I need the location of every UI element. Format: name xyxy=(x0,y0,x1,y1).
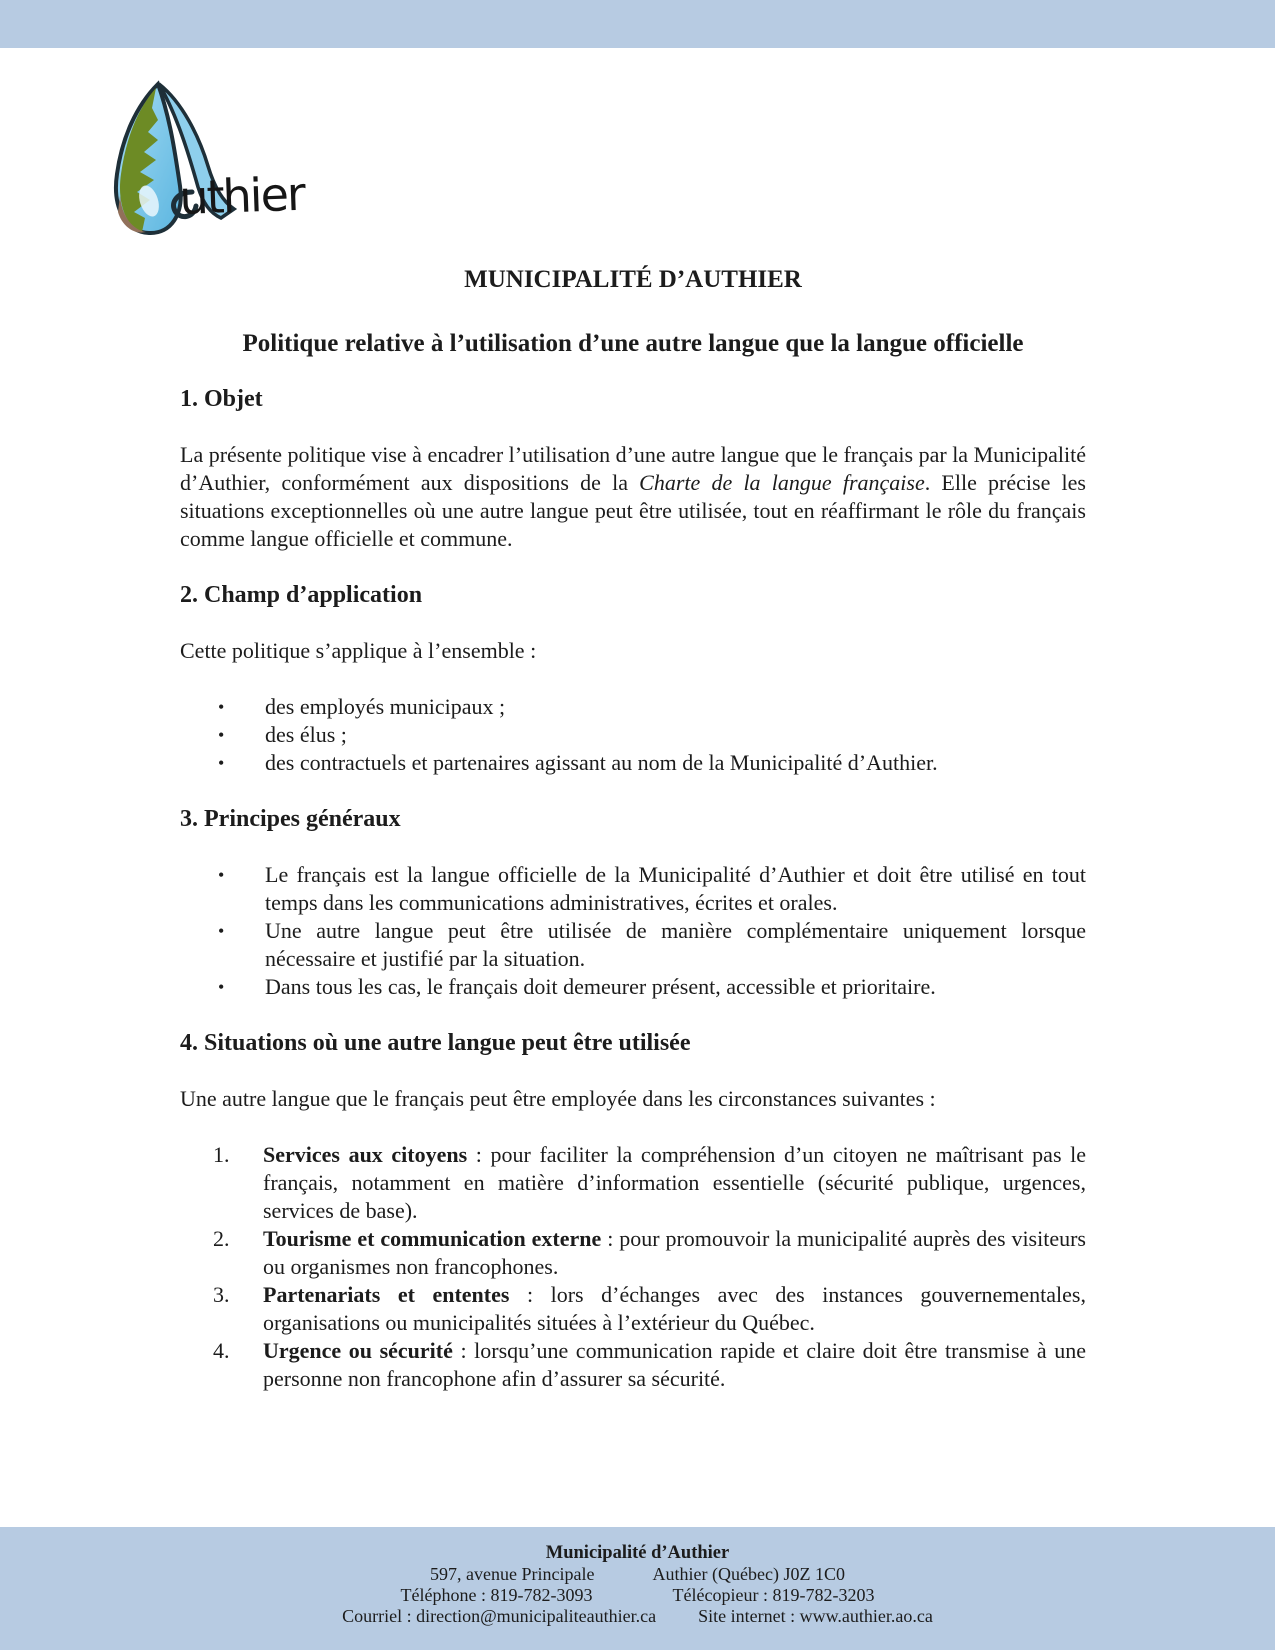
bullet-icon: • xyxy=(218,725,225,745)
top-border-band xyxy=(0,0,1275,48)
list-item-text: Dans tous les cas, le français doit demeurer présent, accessible et prioritaire. xyxy=(265,974,936,999)
municipality-logo xyxy=(92,80,342,250)
list-item xyxy=(180,693,1086,721)
list-item-label: Partenariats et ententes xyxy=(263,1282,510,1307)
list-number: 1. xyxy=(213,1142,230,1167)
footer-online-row xyxy=(0,1606,1275,1627)
list-item xyxy=(180,1337,1086,1393)
list-item-text: des employés municipaux ; xyxy=(265,694,506,719)
list-item-text: : lorsqu’une communication rapide et claire doit être transmise à une personne non francophone afin d’assurer sa sécurité. xyxy=(263,1338,1086,1391)
section-2-bullet-list xyxy=(180,693,1086,777)
bullet-icon: • xyxy=(218,753,225,773)
document-title: MUNICIPALITÉ D’AUTHIER xyxy=(464,266,802,293)
footer-city: Authier (Québec) J0Z 1C0 xyxy=(652,1564,845,1584)
leaf-drop-logo-icon xyxy=(92,80,342,250)
footer-phone-row xyxy=(0,1585,1275,1606)
list-number: 2. xyxy=(213,1226,230,1251)
list-item xyxy=(180,973,1086,1001)
section-2-intro: Cette politique s’applique à l’ensemble : xyxy=(180,638,537,663)
bullet-icon: • xyxy=(218,977,225,997)
list-item xyxy=(180,1141,1086,1225)
footer-org-name: Municipalité d’Authier xyxy=(545,1543,730,1563)
section-3-heading: 3. Principes généraux xyxy=(180,806,401,832)
footer-fax: Télécopieur : 819-782-3203 xyxy=(672,1585,875,1605)
bullet-icon: • xyxy=(218,697,225,717)
list-number: 3. xyxy=(213,1282,230,1307)
list-item xyxy=(180,917,1086,973)
section-4-heading: 4. Situations où une autre langue peut être utilisée xyxy=(180,1030,691,1056)
section-1-paragraph xyxy=(180,441,1086,553)
footer-address-row xyxy=(0,1564,1275,1585)
bullet-icon: • xyxy=(218,921,225,941)
section-1-heading: 1. Objet xyxy=(180,386,263,412)
list-item-text: des élus ; xyxy=(265,722,347,747)
footer-band xyxy=(0,1527,1275,1650)
list-item-label: Tourisme et communication externe xyxy=(263,1226,602,1251)
bullet-icon: • xyxy=(218,865,225,885)
footer-street: 597, avenue Principale xyxy=(430,1564,595,1584)
section-2-heading: 2. Champ d’application xyxy=(180,582,423,608)
section-3-bullet-list xyxy=(180,861,1086,1001)
list-item-text: Le français est la langue officielle de la Municipalité d’Authier et doit être utilisé en tout temps dans les communications administratives, écrites et orales. xyxy=(265,862,1086,915)
list-item xyxy=(180,721,1086,749)
footer-email: Courriel : direction@municipaliteauthier.ca xyxy=(342,1606,657,1626)
list-item-text: : pour promouvoir la municipalité auprès des visiteurs ou organismes non francophones. xyxy=(263,1226,1086,1279)
list-item-label: Services aux citoyens xyxy=(263,1142,468,1167)
list-item-text: : lors d’échanges avec des instances gouvernementales, organisations ou municipalités situées à l’extérieur du Québec. xyxy=(263,1282,1086,1335)
footer-website: Site internet : www.authier.ao.ca xyxy=(698,1606,933,1626)
footer-phone: Téléphone : 819-782-3093 xyxy=(400,1585,593,1605)
document-body xyxy=(180,266,1086,1421)
list-item xyxy=(180,1225,1086,1281)
section-4-intro: Une autre langue que le français peut être employée dans les circonstances suivantes : xyxy=(180,1086,936,1111)
document-subtitle: Politique relative à l’utilisation d’une autre langue que la langue officielle xyxy=(242,330,1024,357)
italic-citation: Charte de la langue française xyxy=(639,470,925,495)
list-item-text: : pour faciliter la compréhension d’un citoyen ne maîtrisant pas le français, notamment en matière d’information essentielle (sécurité publique, urgences, services de base). xyxy=(263,1142,1086,1223)
list-item-label: Urgence ou sécurité xyxy=(263,1338,453,1363)
paragraph-text: La présente politique vise à encadrer l’utilisation d’une autre langue que le français par la Municipalité d’Authier, conformément aux dispositions de la xyxy=(180,442,1086,495)
list-item-text: des contractuels et partenaires agissant au nom de la Municipalité d’Authier. xyxy=(265,750,938,775)
logo-wordmark: uthier xyxy=(178,166,305,225)
list-item xyxy=(180,749,1086,777)
list-number: 4. xyxy=(213,1338,230,1363)
list-item xyxy=(180,861,1086,917)
list-item xyxy=(180,1281,1086,1337)
list-item-text: Une autre langue peut être utilisée de manière complémentaire uniquement lorsque nécessaire et justifié par la situation. xyxy=(265,918,1086,971)
section-4-numbered-list xyxy=(180,1141,1086,1393)
paragraph-text: . Elle précise les situations exceptionnelles où une autre langue peut être utilisée, tout en réaffirmant le rôle du français comme langue officielle et commune. xyxy=(180,470,1086,551)
